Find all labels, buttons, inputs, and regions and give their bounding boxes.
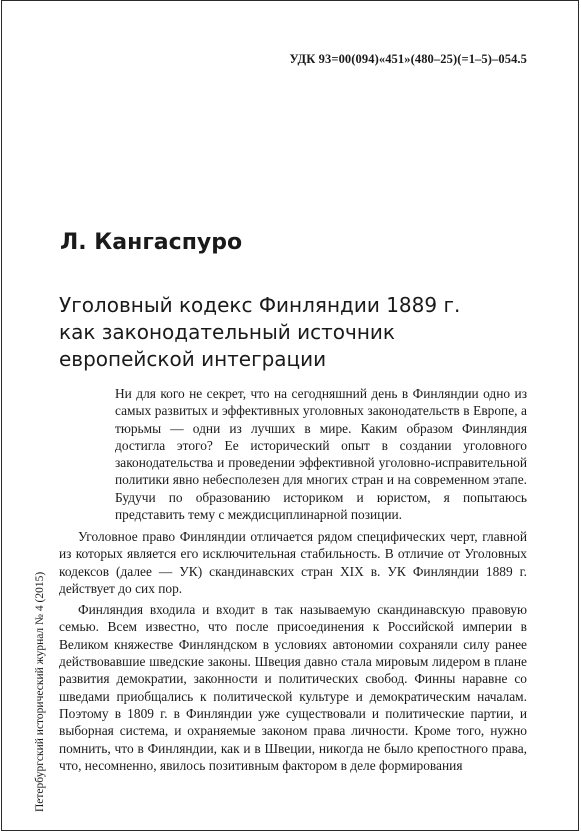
title-line: европейской интеграции [59,347,327,371]
udc-code: УДК 93=00(094)«451»(480–25)(=1–5)–054.5 [289,52,527,66]
title-line: Уголовный кодекс Финляндии 1889 г. [59,293,461,317]
body-text [59,528,527,778]
abstract: Ни для кого не секрет, что на сегодняшний день в Финляндии одно из самых развитых и эффективных уголовных законодательств в Европе, а тюрьмы — одни из лучших в мире. Каким образом Финляндия достигла этого? Ее исторический опыт в создании уголовного законодательства и проведении эффективной уголовно-исправительной политики явно небесполезен для многих стран и на современном этапе. Будучи по образованию историком и юристом, я попытаюсь представить тему с междисциплинарной позиции. [115,386,527,523]
journal-sidebar-label: Петербургский исторический журнал № 4 (2015) [34,571,46,812]
author-name: Л. Кангаспуро [60,230,243,255]
paragraph: Финляндия входила и входит в так называемую скандинавскую правовую семью. Всем известно, что после присоединения к Российской империи в Великом княжестве Финляндском в условиях автономии сохраняли силу ранее действовавшие шведские законы. Швеция давно стала мировым лидером в плане развития демократии, законности и политических свобод. Финны наравне со шведами приобщались к политической культуре и демократическим началам. Поэтому в 1809 г. в Финляндии уже существовали и политические партии, и выборная система, и охраняемые законом права личности. Кроме того, нужно помнить, что в Финляндии, как и в Швеции, никогда не было крепостного права, что, несомненно, явилось позитивным фактором в деле формирования [59,602,527,773]
title-line: как законодательный источник [59,320,395,344]
paragraph: Уголовное право Финляндии отличается рядом специфических черт, главной из которых является его исключительная стабильность. В отличие от Уголовных кодексов (далее — УК) скандинавских стран XIX в. УК Финляндии 1889 г. действует до сих пор. [59,529,527,596]
article-title [59,292,519,373]
